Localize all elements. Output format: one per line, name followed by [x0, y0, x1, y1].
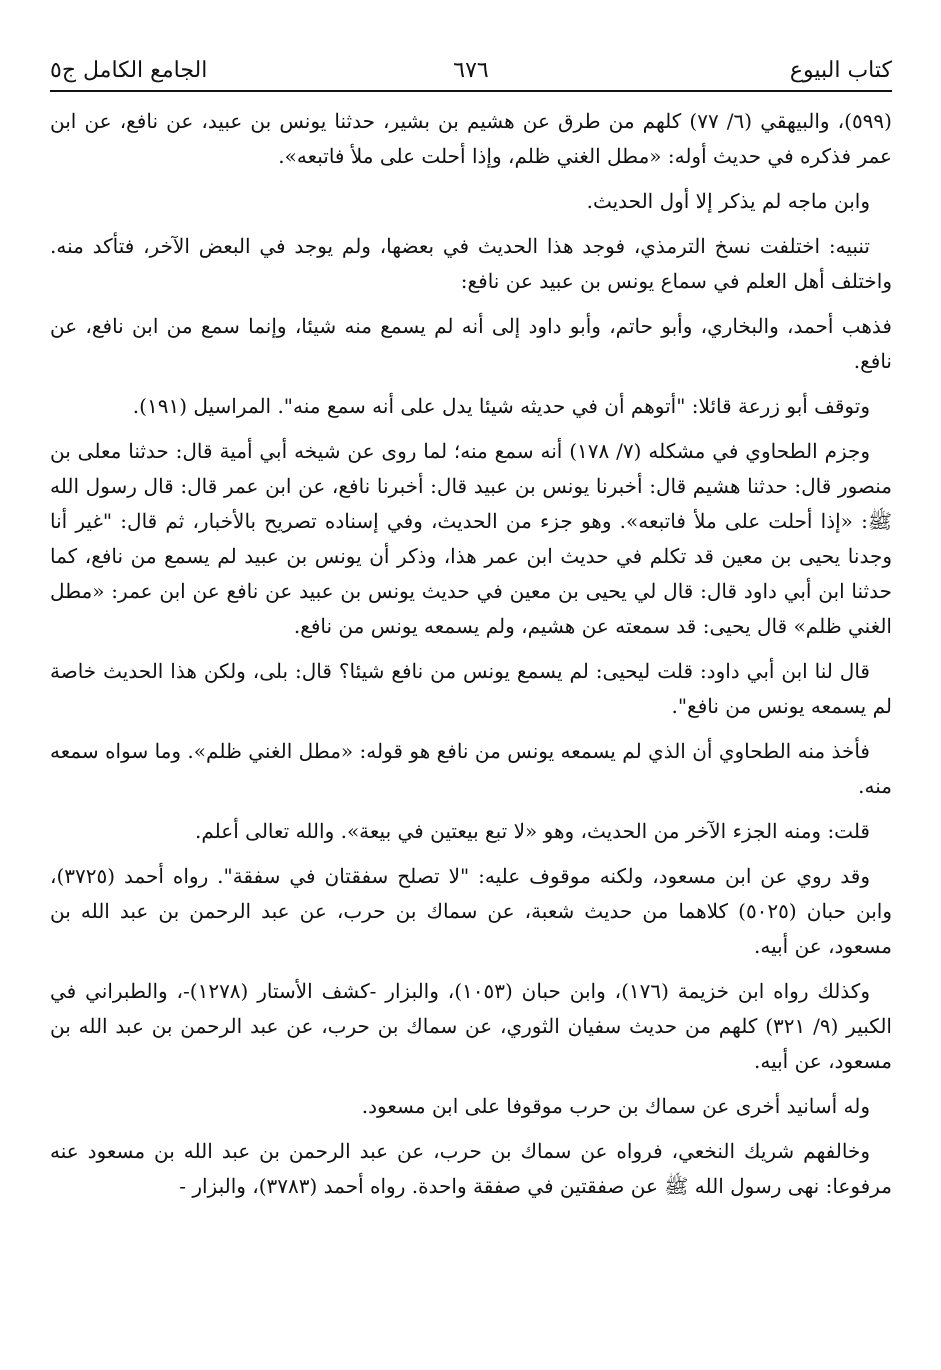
running-header	[50, 52, 892, 92]
paragraph-6: وجزم الطحاوي في مشكله (٧/ ١٧٨) أنه سمع منه؛ لما روى عن شيخه أبي أمية قال: حدثنا معلى بن منصور قال: حدثنا هشيم قال: أخبرنا يونس بن عبيد قال: أخبرنا نافع، عن ابن عمر قال: قال رسول الله ﷺ: «إذا أحلت على ملأ فاتبعه». وهو جزء من الحديث، وفي إسناده تصريح بالأخبار، ثم قال: "غير أنا وجدنا يحيى بن معين قد تكلم في حديث ابن عمر هذا، وذكر أن يونس بن عبيد لم يسمع من نافع، كما حدثنا ابن أبي داود قال: قال لي يحيى بن معين في حديث يونس بن عبيد عن نافع عن ابن عمر: «مطل الغني ظلم» قال يحيى: قد سمعته عن هشيم، ولم يسمعه يونس من نافع.	[50, 439, 893, 638]
paragraph-9: قلت: ومنه الجزء الآخر من الحديث، وهو «لا تبع بيعتين في بيعة». والله تعالى أعلم.	[195, 819, 870, 843]
book-title: الجامع الكامل ج٥	[50, 58, 208, 83]
paragraph-5: وتوقف أبو زرعة قائلا: "أتوهم أن في حديثه شيئا يدل على أنه سمع منه". المراسيل (١٩١).	[132, 394, 870, 418]
paragraph-10: وقد روي عن ابن مسعود، ولكنه موقوف عليه: "لا تصلح سفقتان في سفقة". رواه أحمد (٣٧٢٥)، وابن حبان (٥٠٢٥) كلاهما من حديث شعبة، عن سماك بن حرب، عن عبد الرحمن بن عبد الله بن مسعود، عن أبيه.	[50, 864, 893, 958]
paragraph-3: تنبيه: اختلفت نسخ الترمذي، فوجد هذا الحديث في بعضها، ولم يوجد في البعض الآخر، فتأكد منه. واختلف أهل العلم في سماع يونس بن عبيد عن نافع:	[50, 234, 892, 293]
paragraph-4: فذهب أحمد، والبخاري، وأبو حاتم، وأبو داود إلى أنه لم يسمع منه شيئا، وإنما سمع من ابن نافع، عن نافع.	[50, 314, 892, 373]
paragraph-12: وله أسانيد أخرى عن سماك بن حرب موقوفا على ابن مسعود.	[361, 1094, 870, 1118]
paragraph-7: قال لنا ابن أبي داود: قلت ليحيى: لم يسمع يونس من نافع شيئا؟ قال: بلى، ولكن هذا الحديث خاصة لم يسمعه يونس من نافع".	[50, 659, 892, 718]
page-number: ٦٧٦	[453, 58, 489, 83]
chapter-title: كتاب البيوع	[789, 58, 892, 83]
paragraph-1: (٥٩٩)، والبيهقي (٦/ ٧٧) كلهم من طرق عن هشيم بن بشير، حدثنا يونس بن عبيد، عن نافع، عن ابن عمر فذكره في حديث أوله: «مطل الغني ظلم، وإذا أحلت على ملأ فاتبعه».	[50, 109, 892, 168]
paragraph-13: وخالفهم شريك النخعي، فرواه عن سماك بن حرب، عن عبد الرحمن بن عبد الله بن مسعود عنه مرفوعا: نهى رسول الله ﷺ عن صفقتين في صفقة واحدة. رواه أحمد (٣٧٨٣)، والبزار -	[50, 1139, 892, 1198]
paragraph-8: فأخذ منه الطحاوي أن الذي لم يسمعه يونس من نافع هو قوله: «مطل الغني ظلم». وما سواه سمعه منه.	[50, 739, 892, 798]
page-body	[50, 104, 892, 1204]
paragraph-2: وابن ماجه لم يذكر إلا أول الحديث.	[586, 189, 870, 213]
book-page	[50, 52, 892, 1214]
paragraph-11: وكذلك رواه ابن خزيمة (١٧٦)، وابن حبان (١٠٥٣)، والبزار -كشف الأستار (١٢٧٨)-، والطبراني في الكبير (٩/ ٣٢١) كلهم من حديث سفيان الثوري، عن سماك بن حرب، عن عبد الرحمن بن عبد الله بن مسعود، عن أبيه.	[50, 979, 892, 1073]
